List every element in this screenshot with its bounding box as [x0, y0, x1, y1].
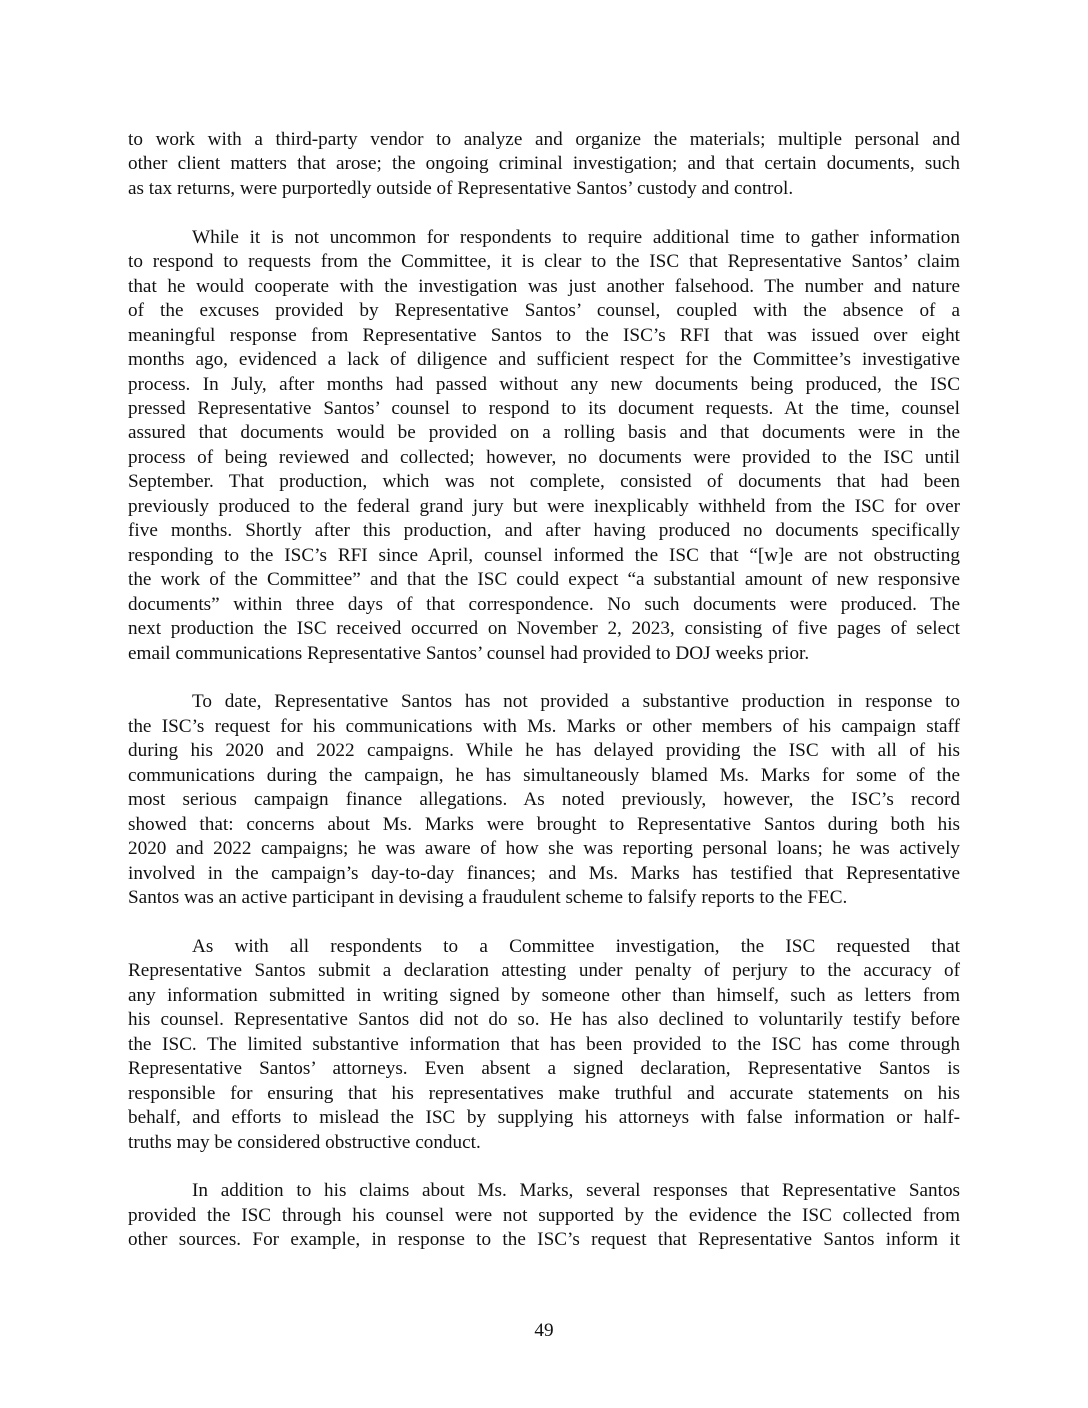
paragraph — [128, 690, 960, 910]
text-line: the ISC. The limited substantive information that has been provided to the ISC has come through — [128, 1033, 960, 1055]
text-line: during his 2020 and 2022 campaigns. While he has delayed providing the ISC with all of his — [128, 740, 960, 762]
text-line: communications during the campaign, he has simultaneously blamed Ms. Marks for some of the — [128, 764, 960, 786]
text-line: assured that documents would be provided on a rolling basis and that documents were in the — [128, 422, 960, 444]
text-line: responding to the ISC’s RFI since April, counsel informed the ISC that “[w]e are not obstructing — [128, 544, 960, 566]
text-line: Representative Santos submit a declaration attesting under penalty of perjury to the accuracy of — [128, 960, 960, 982]
text-line: showed that: concerns about Ms. Marks were brought to Representative Santos during both his — [128, 813, 960, 835]
text-line: September. That production, which was not complete, consisted of documents that had been — [128, 471, 960, 493]
text-line: as tax returns, were purportedly outside of Representative Santos’ custody and control. — [128, 177, 794, 199]
text-line: to respond to requests from the Committee, it is clear to the ISC that Representative Santos’ claim — [128, 251, 960, 273]
text-line: that he would cooperate with the investigation was just another falsehood. The number and nature — [128, 275, 960, 297]
text-line: previously produced to the federal grand jury but were inexplicably withheld from the ISC for over — [128, 495, 960, 517]
text-line: the work of the Committee” and that the ISC could expect “a substantial amount of new responsive — [128, 569, 960, 591]
text-line: his counsel. Representative Santos did not do so. He has also declined to voluntarily testify before — [128, 1009, 960, 1031]
text-line: other client matters that arose; the ongoing criminal investigation; and that certain documents, such — [128, 153, 960, 175]
text-line: Representative Santos’ attorneys. Even absent a signed declaration, Representative Santos is — [128, 1058, 960, 1080]
text-line: To date, Representative Santos has not provided a substantive production in response to — [192, 691, 960, 713]
paragraph — [128, 128, 960, 201]
text-line: of the excuses provided by Representative Santos’ counsel, coupled with the absence of a — [128, 300, 960, 322]
text-line: While it is not uncommon for respondents to require additional time to gather information — [192, 226, 960, 248]
text-line: next production the ISC received occurred on November 2, 2023, consisting of five pages of select — [128, 618, 960, 640]
text-line: documents” within three days of that correspondence. No such documents were produced. The — [128, 593, 960, 615]
text-line: process. In July, after months had passed without any new documents being produced, the ISC — [128, 373, 960, 395]
text-line: 2020 and 2022 campaigns; he was aware of how she was reporting personal loans; he was actively — [128, 838, 960, 860]
paragraph — [128, 226, 960, 666]
text-line: As with all respondents to a Committee investigation, the ISC requested that — [192, 935, 960, 957]
text-line: email communications Representative Santos’ counsel had provided to DOJ weeks prior. — [128, 642, 810, 664]
text-line: behalf, and efforts to mislead the ISC by supplying his attorneys with false information or half- — [128, 1107, 960, 1129]
text-line: pressed Representative Santos’ counsel to respond to its document requests. At the time, counsel — [128, 397, 960, 419]
text-line: the ISC’s request for his communications with Ms. Marks or other members of his campaign staff — [128, 715, 960, 737]
text-line: other sources. For example, in response to the ISC’s request that Representative Santos inform it — [128, 1229, 960, 1251]
text-line: truths may be considered obstructive conduct. — [128, 1131, 481, 1153]
text-line: meaningful response from Representative Santos to the ISC’s RFI that was issued over eight — [128, 324, 960, 346]
text-line: months ago, evidenced a lack of diligence and sufficient respect for the Committee’s investigative — [128, 349, 960, 371]
text-line: to work with a third-party vendor to analyze and organize the materials; multiple personal and — [128, 129, 960, 150]
text-line: Santos was an active participant in devising a fraudulent scheme to falsify reports to the FEC. — [128, 887, 848, 909]
paragraph — [128, 935, 960, 1155]
paragraph — [128, 1179, 960, 1252]
text-line: In addition to his claims about Ms. Marks, several responses that Representative Santos — [192, 1180, 960, 1202]
text-line: involved in the campaign’s day-to-day finances; and Ms. Marks has testified that Representative — [128, 862, 960, 884]
text-line: provided the ISC through his counsel were not supported by the evidence the ISC collected from — [128, 1204, 960, 1226]
text-line: responsible for ensuring that his representatives make truthful and accurate statements on his — [128, 1082, 960, 1104]
text-line: process of being reviewed and collected; however, no documents were provided to the ISC until — [128, 446, 960, 468]
text-line: any information submitted in writing signed by someone other than himself, such as letters from — [128, 984, 960, 1006]
document-body — [128, 128, 960, 1277]
page-number: 49 — [534, 1320, 554, 1341]
text-line: most serious campaign finance allegations. As noted previously, however, the ISC’s record — [128, 789, 960, 811]
text-line: five months. Shortly after this production, and after having produced no documents specifically — [128, 520, 960, 542]
